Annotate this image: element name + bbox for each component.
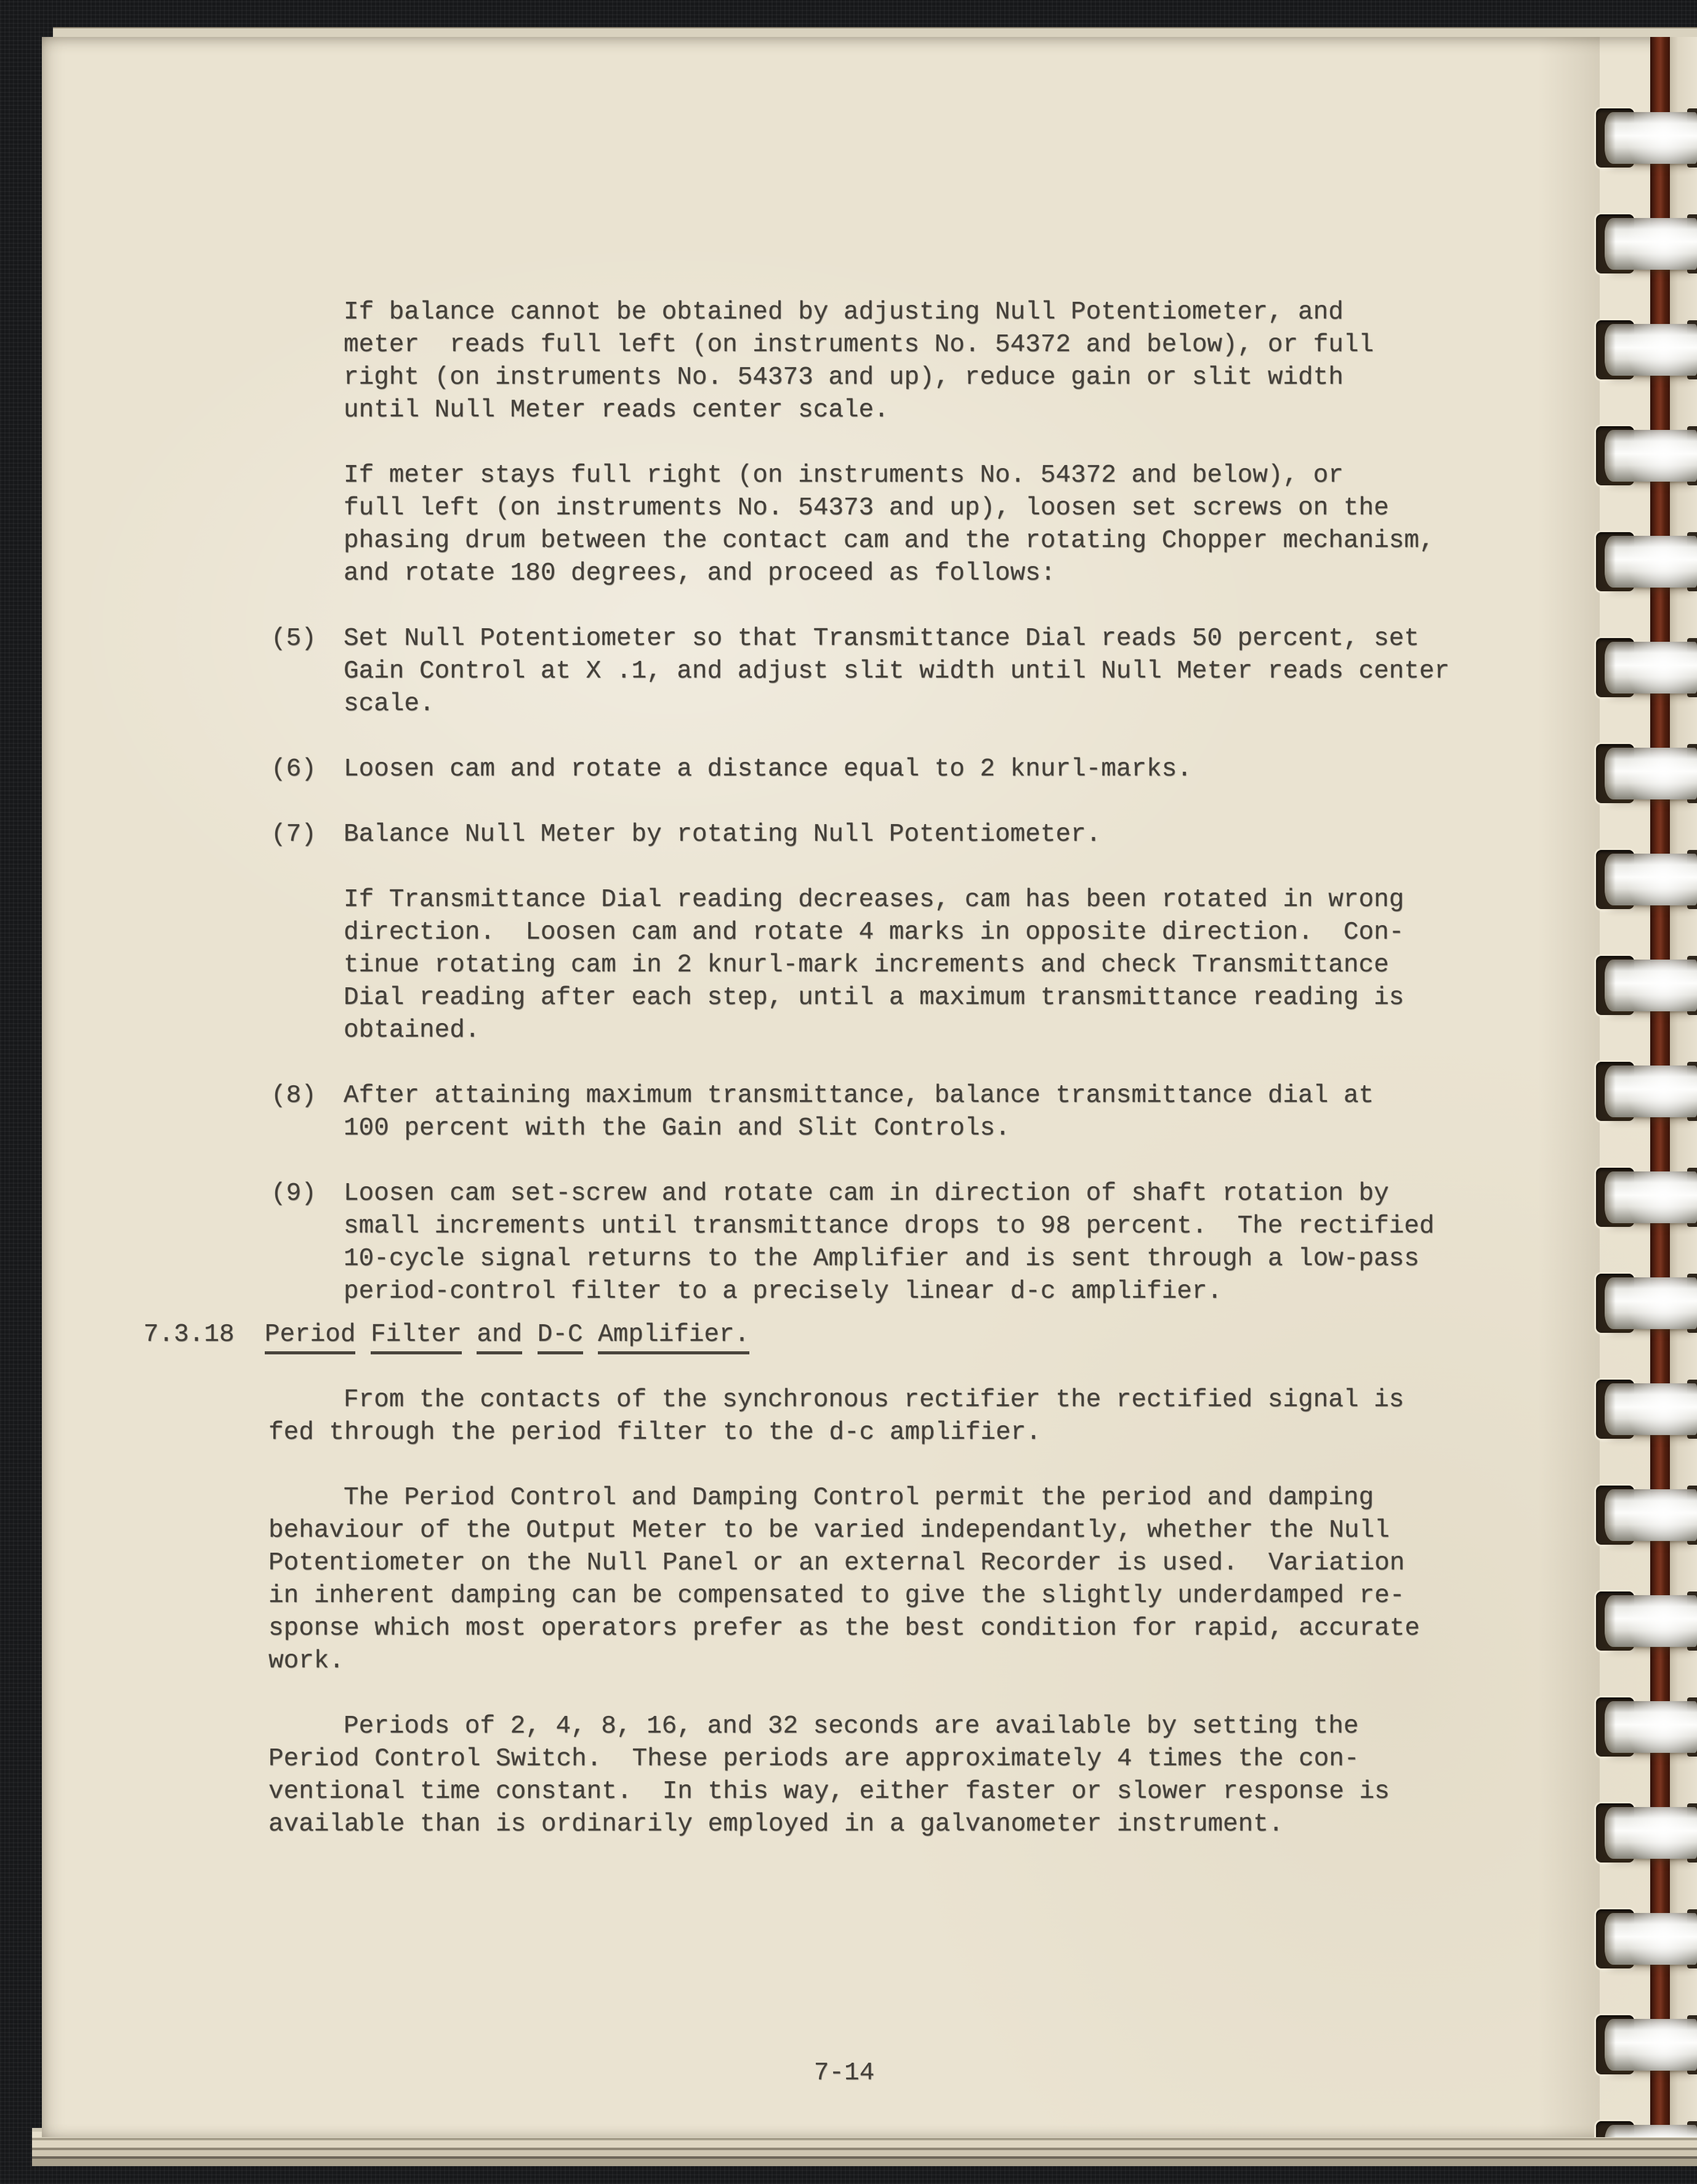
- section-number: 7.3.18: [143, 1321, 235, 1349]
- text-line: obtained.: [344, 1016, 480, 1045]
- text-line: ventional time constant. In this way, either faster or slower response is: [268, 1778, 1390, 1806]
- paragraph: [268, 1710, 1581, 1841]
- binding-ring: [1605, 536, 1697, 588]
- paragraph: [268, 1384, 1581, 1449]
- binding-ring: [1605, 1913, 1697, 1965]
- text-line: direction. Loosen cam and rotate 4 marks in opposite direction. Con-: [344, 918, 1405, 947]
- list-item-number: (6): [271, 755, 316, 783]
- manual-page: [42, 37, 1697, 2137]
- text-line: Gain Control at X .1, and adjust slit width until Null Meter reads center: [344, 657, 1450, 686]
- text-line: until Null Meter reads center scale.: [344, 396, 889, 424]
- text-line: Potentiometer on the Null Panel or an external Recorder is used. Variation: [268, 1549, 1405, 1577]
- binding-ring: [1605, 324, 1697, 376]
- text-line: work.: [268, 1647, 345, 1675]
- text-line: and rotate 180 degrees, and proceed as follows:: [344, 559, 1056, 588]
- binding-ring: [1605, 430, 1697, 482]
- list-item-number: (7): [271, 820, 316, 849]
- text-line: available than is ordinarily employed in a galvanometer instrument.: [268, 1810, 1284, 1838]
- heading-word: and: [477, 1321, 522, 1354]
- list-item: [271, 819, 1581, 851]
- heading-word: D-C: [538, 1321, 583, 1354]
- text-line: tinue rotating cam in 2 knurl-mark increments and check Transmittance: [344, 951, 1389, 979]
- text-line: period-control filter to a precisely linear d-c amplifier.: [344, 1277, 1223, 1306]
- binding-ring: [1605, 854, 1697, 905]
- text-line: Balance Null Meter by rotating Null Potentiometer.: [344, 820, 1102, 849]
- text-line: 100 percent with the Gain and Slit Controls.: [344, 1114, 1010, 1143]
- text-line: Dial reading after each step, until a maximum transmittance reading is: [344, 984, 1405, 1012]
- text-line: If meter stays full right (on instruments No. 54372 and below), or: [344, 461, 1344, 490]
- binding-ring: [1605, 1701, 1697, 1753]
- text-line: If balance cannot be obtained by adjusting Null Potentiometer, and: [344, 298, 1344, 326]
- paragraph: [344, 459, 1581, 590]
- binding-ring: [1605, 1171, 1697, 1223]
- binding-ring: [1605, 1807, 1697, 1859]
- paragraph: [344, 884, 1581, 1047]
- text-line: fed through the period filter to the d-c amplifier.: [268, 1418, 1041, 1447]
- heading-word: Period: [265, 1321, 356, 1354]
- binding-ring: [1605, 218, 1697, 270]
- page-number: 7-14: [813, 2059, 875, 2087]
- text-line: sponse which most operators prefer as the best condition for rapid, accurate: [268, 1614, 1420, 1643]
- text-line: Set Null Potentiometer so that Transmittance Dial reads 50 percent, set: [344, 625, 1419, 653]
- text-line: Loosen cam and rotate a distance equal to 2 knurl-marks.: [344, 755, 1192, 783]
- text-line: meter reads full left (on instruments No. 54372 and below), or full: [344, 331, 1374, 359]
- list-item-number: (8): [271, 1082, 316, 1110]
- text-line: right (on instruments No. 54373 and up), reduce gain or slit width: [344, 363, 1344, 392]
- text-line: Periods of 2, 4, 8, 16, and 32 seconds are available by setting the: [344, 1712, 1359, 1741]
- binding-ring: [1605, 1277, 1697, 1329]
- list-item-number: (5): [271, 625, 316, 653]
- text-content: [143, 296, 1581, 1841]
- text-line: Period Control Switch. These periods are approximately 4 times the con-: [268, 1745, 1360, 1773]
- section-heading: [143, 1319, 1581, 1351]
- binding-ring: [1605, 748, 1697, 799]
- binding-ring: [1605, 1383, 1697, 1435]
- binding-ring: [1605, 960, 1697, 1011]
- heading-word: Amplifier.: [598, 1321, 749, 1354]
- text-line: After attaining maximum transmittance, balance transmittance dial at: [344, 1082, 1374, 1110]
- binding-ring: [1605, 1066, 1697, 1117]
- binding-ring: [1605, 642, 1697, 694]
- text-line: full left (on instruments No. 54373 and up), loosen set screws on the: [344, 494, 1389, 522]
- text-line: scale.: [344, 690, 435, 718]
- list-item: [271, 1080, 1581, 1145]
- list-item: [271, 1178, 1581, 1308]
- list-item-number: (9): [271, 1179, 316, 1208]
- binding-ring: [1605, 2019, 1697, 2071]
- list-item: [271, 753, 1581, 786]
- binding-ring: [1605, 1595, 1697, 1647]
- text-line: From the contacts of the synchronous rectifier the rectified signal is: [344, 1386, 1405, 1414]
- heading-word: Filter: [371, 1321, 462, 1354]
- text-line: in inherent damping can be compensated to give the slightly underdamped re-: [268, 1582, 1405, 1610]
- text-line: If Transmittance Dial reading decreases, cam has been rotated in wrong: [344, 886, 1405, 914]
- text-line: behaviour of the Output Meter to be varied independantly, whether the Null: [268, 1516, 1390, 1545]
- text-line: 10-cycle signal returns to the Amplifier and is sent through a low-pass: [344, 1245, 1419, 1273]
- binding-ring: [1605, 1489, 1697, 1541]
- paragraph: [268, 1482, 1581, 1678]
- text-line: phasing drum between the contact cam and the rotating Chopper mechanism,: [344, 527, 1435, 555]
- paragraph: [344, 296, 1581, 427]
- text-line: small increments until transmittance drops to 98 percent. The rectified: [344, 1212, 1435, 1240]
- text-line: The Period Control and Damping Control permit the period and damping: [344, 1484, 1374, 1512]
- list-item: [271, 623, 1581, 721]
- binding-ring: [1605, 112, 1697, 164]
- binding-ring: [1605, 2125, 1697, 2137]
- text-line: Loosen cam set-screw and rotate cam in direction of shaft rotation by: [344, 1179, 1389, 1208]
